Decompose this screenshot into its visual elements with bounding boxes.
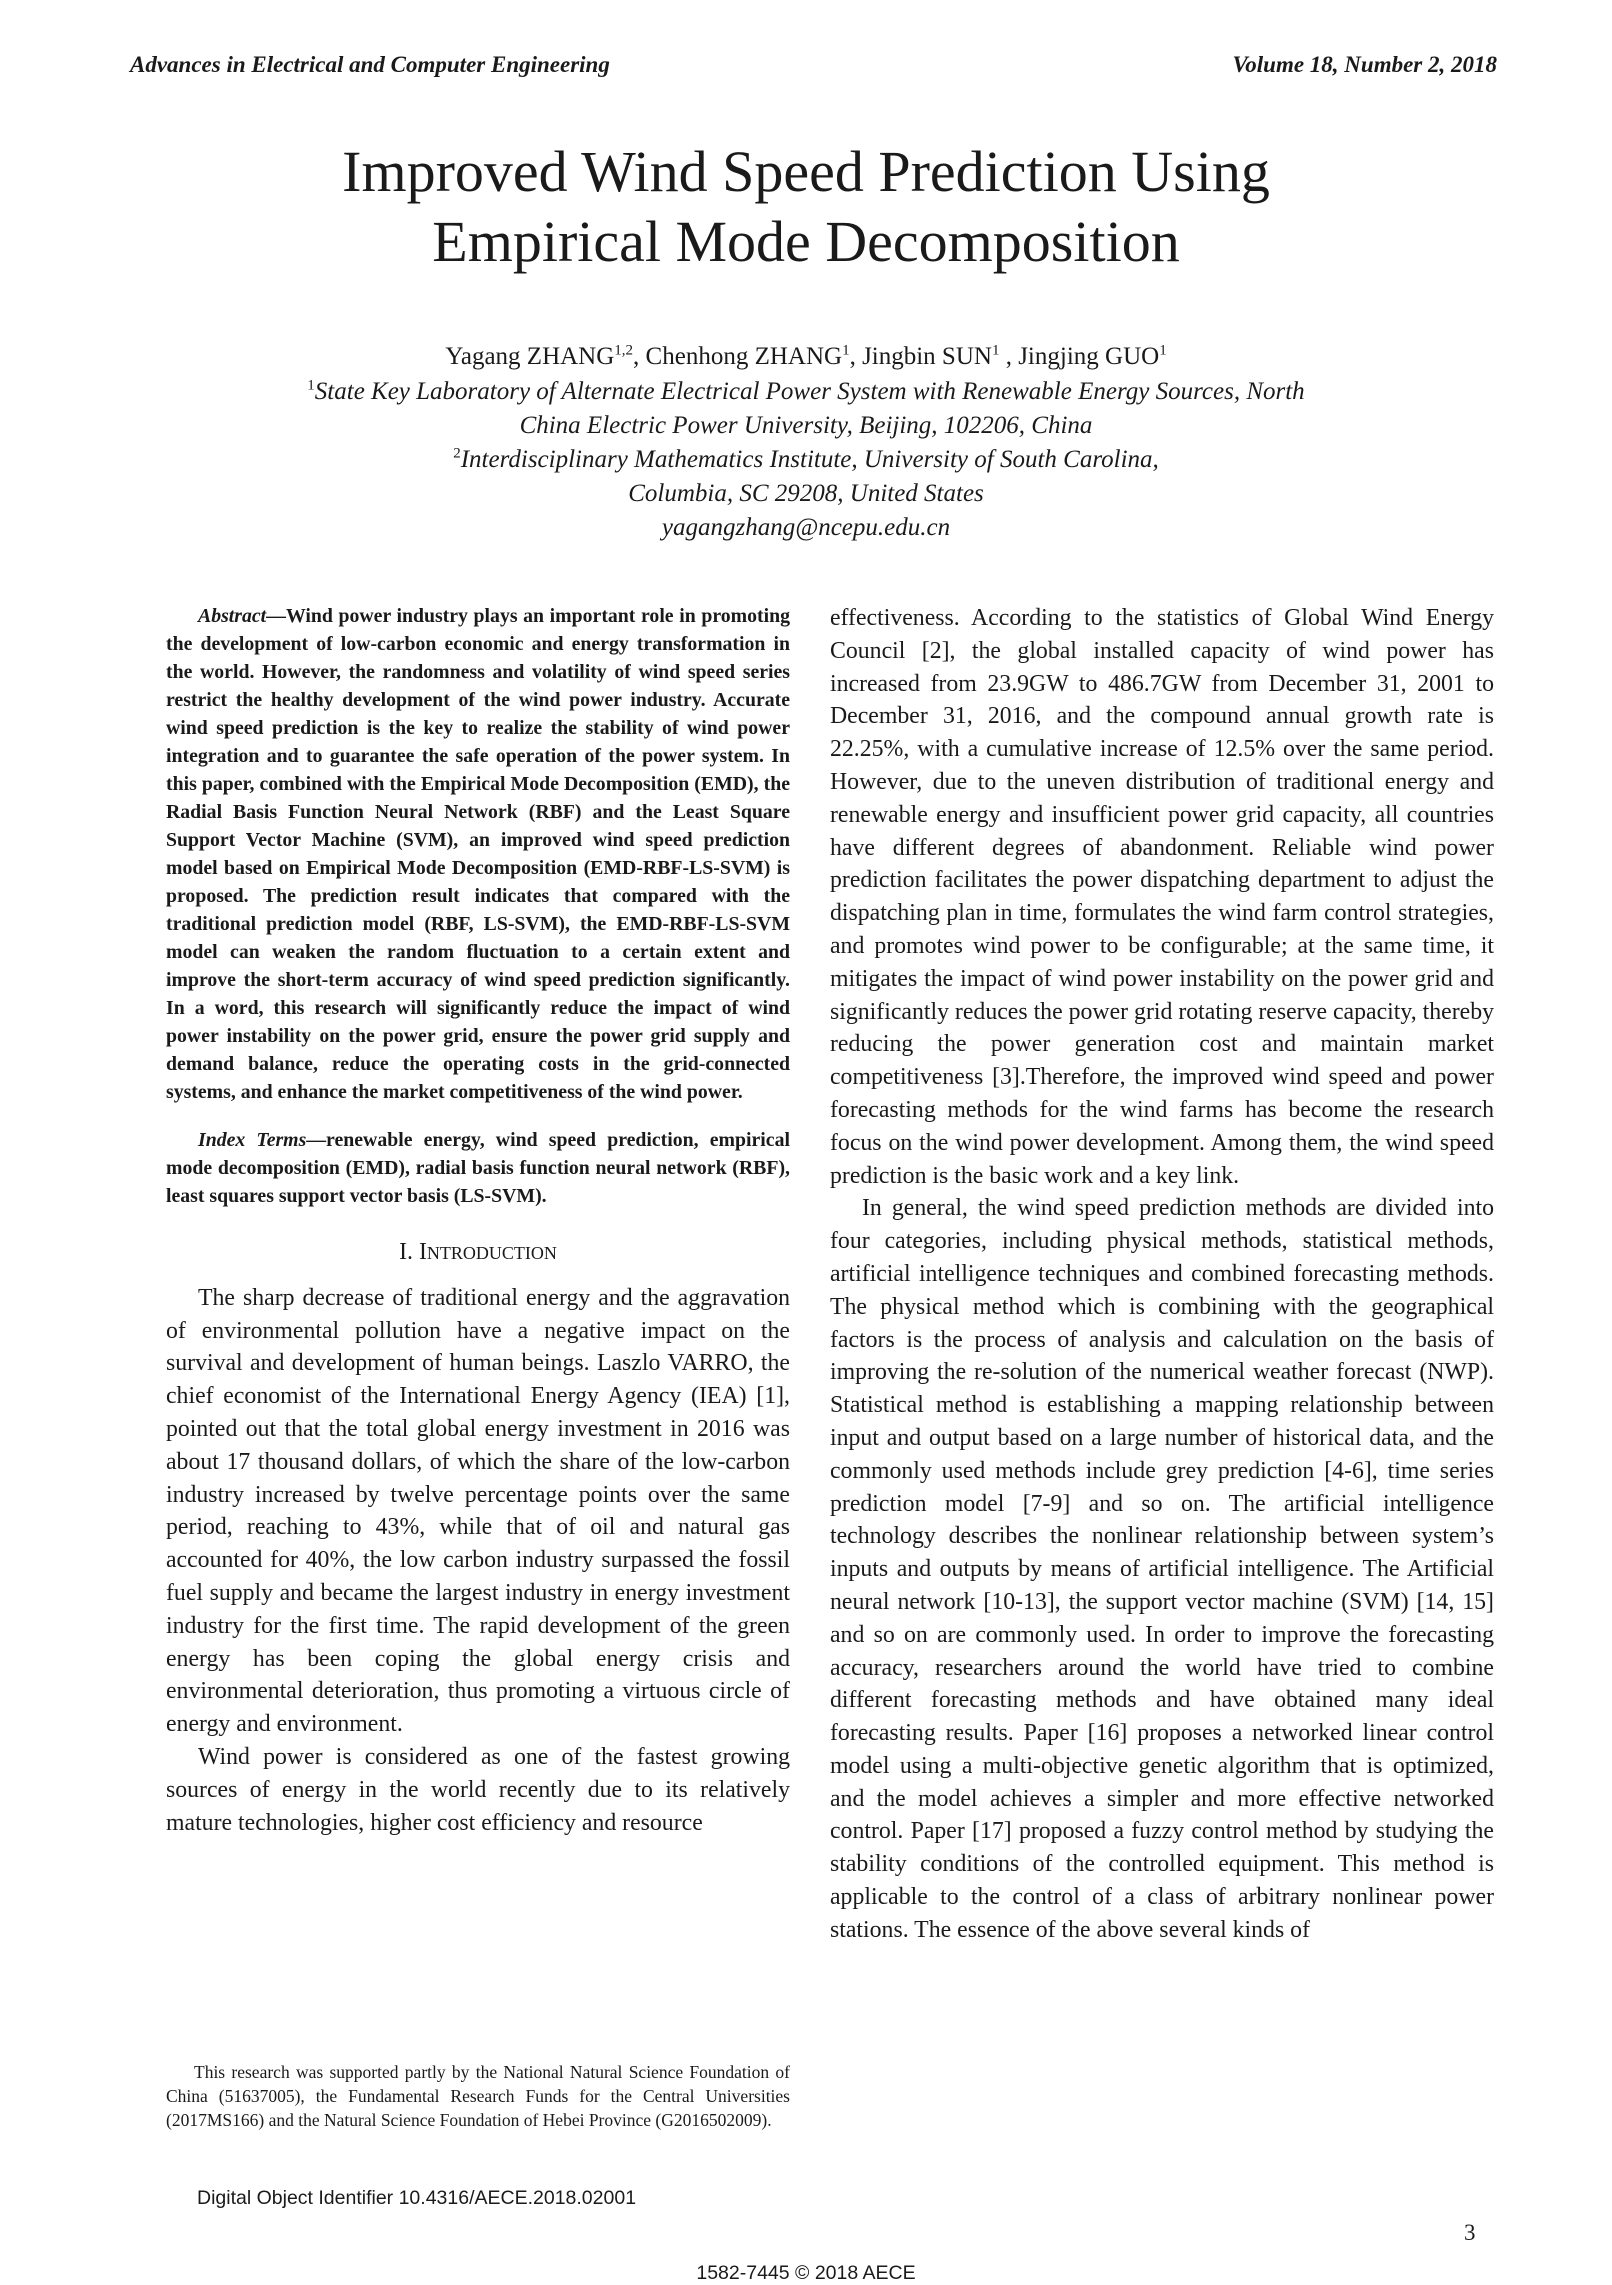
section-title: NTRODUCTION bbox=[426, 1243, 557, 1263]
author-list bbox=[0, 340, 1612, 374]
affiliation-2-line-1 bbox=[0, 443, 1612, 477]
index-terms-lead: Index Terms bbox=[198, 1129, 307, 1151]
abstract-lead: Abstract bbox=[198, 605, 267, 627]
affil-mark: 1 bbox=[307, 377, 315, 394]
title-line-2: Empirical Mode Decomposition bbox=[432, 209, 1180, 274]
body-paragraph: Wind power is considered as one of the fastest growing sources of energy in the world recently due to its relatively mature technologies, higher cost efficiency and resource bbox=[166, 1743, 790, 1836]
index-terms bbox=[166, 1126, 790, 1210]
right-column bbox=[830, 602, 1494, 1947]
funding-footnote: This research was supported partly by the National Natural Science Foundation of China (51637005), the Fundamental Research Funds for the Central Universities (2017MS166) and the Natural Science Foundation of Hebei Province (G2016502009). bbox=[166, 2062, 790, 2130]
left-column bbox=[166, 602, 790, 1839]
body-paragraph: effectiveness. According to the statistics of Global Wind Energy Council [2], the global installed capacity of wind power has increased from 23.9GW to 486.7GW from December 31, 2001 to December 31, 2016, and the compound annual growth rate is 22.25%, with a cumulative increase of 12.5% over the same period. However, due to the uneven distribution of traditional energy and renewable energy and insufficient power grid capacity, all countries have different degrees of abandonment. Reliable wind power prediction facilitates the power dispatching department to adjust the dispatching plan in time, formulates the wind farm control strategies, and promotes wind power to be configurable; at the same time, it mitigates the impact of wind power instability on the power grid and significantly reduces the power grid rotating reserve capacity, thereby reducing the power generation cost and maintain market competitiveness [3].Therefore, the improved wind speed and power forecasting methods for the wind farms has become the research focus on the wind power development. Among them, the wind speed prediction is the basic work and a key link. bbox=[830, 605, 1494, 1189]
contact-email: yagangzhang@ncepu.edu.cn bbox=[661, 514, 951, 541]
issn-copyright: 1582-7445 © 2018 AECE bbox=[696, 2262, 916, 2284]
affil-text: Interdisciplinary Mathematics Institute, University of South Carolina, bbox=[460, 446, 1159, 473]
volume-info: Volume 18, Number 2, 2018 bbox=[1232, 52, 1497, 77]
doi: Digital Object Identifier 10.4316/AECE.2018.02001 bbox=[197, 2187, 637, 2209]
page-number: 3 bbox=[1464, 2220, 1476, 2245]
affiliation-1-line-2: China Electric Power University, Beijing, 102206, China bbox=[519, 412, 1093, 439]
author-affil-mark: 1,2 bbox=[614, 342, 634, 359]
section-numeral: I. I bbox=[399, 1239, 427, 1265]
affiliation-1-line-1 bbox=[0, 375, 1612, 409]
author-name: , Jingbin SUN bbox=[849, 343, 992, 370]
author-name: , Jingjing GUO bbox=[999, 343, 1160, 370]
title-line-1: Improved Wind Speed Prediction Using bbox=[342, 139, 1270, 204]
journal-name: Advances in Electrical and Computer Engineering bbox=[130, 52, 610, 77]
author-affil-mark: 1 bbox=[991, 342, 1000, 359]
index-terms-body: —renewable energy, wind speed prediction, empirical mode decomposition (EMD), radial basis function neural network (RBF), least squares support vector basis (LS-SVM). bbox=[166, 1129, 790, 1207]
body-paragraph: In general, the wind speed prediction methods are divided into four categories, including physical methods, statistical methods, artificial intelligence techniques and combined forecasting methods. The physical method which is combining with the geographical factors is the process of analysis and calculation on the basis of improving the re-solution of the numerical weather forecast (NWP). Statistical method is establishing a mapping relationship between input and output based on a large number of historical data, and the commonly used methods include grey prediction [4-6], time series prediction model [7-9] and so on. The artificial intelligence technology describes the nonlinear relationship between system’s inputs and outputs by means of artificial intelligence. The Artificial neural network [10-13], the support vector machine (SVM) [14, 15] and so on are commonly used. In order to improve the forecasting accuracy, researchers around the world have tried to combine different forecasting methods and have obtained many ideal forecasting results. Paper [16] proposes a networked linear control model using a multi-objective genetic algorithm that is optimized, and the model achieves a simpler and more effective networked control. Paper [17] proposed a fuzzy control method by studying the stability conditions of the controlled equipment. This method is applicable to the control of a class of arbitrary nonlinear power stations. The essence of the above several kinds of bbox=[830, 1195, 1494, 1943]
section-heading bbox=[166, 1236, 790, 1270]
affiliation-2-line-2: Columbia, SC 29208, United States bbox=[628, 480, 984, 507]
author-affil-mark: 1 bbox=[1159, 342, 1167, 359]
abstract-body: —Wind power industry plays an important role in promoting the development of low-carbon economic and energy transformation in the world. However, the randomness and volatility of wind speed series restrict the healthy development of the wind power industry. Accurate wind speed prediction is the key to realize the stability of wind power integration and to guarantee the safe operation of the power system. In this paper, combined with the Empirical Mode Decomposition (EMD), the Radial Basis Function Neural Network (RBF) and the Least Square Support Vector Machine (SVM), an improved wind speed prediction model based on Empirical Mode Decomposition (EMD-RBF-LS-SVM) is proposed. The prediction result indicates that compared with the traditional prediction model (RBF, LS-SVM), the EMD-RBF-LS-SVM model can weaken the random fluctuation to a certain extent and improve the short-term accuracy of wind speed prediction significantly. In a word, this research will significantly reduce the impact of wind power instability on the power grid, ensure the power grid supply and demand balance, reduce the operating costs in the grid-connected systems, and enhance the market competitiveness of the wind power. bbox=[166, 605, 790, 1103]
body-paragraph: The sharp decrease of traditional energy and the aggravation of environmental pollution have a negative impact on the survival and development of human beings. Laszlo VARRO, the chief economist of the International Energy Agency (IEA) [1], pointed out that the total global energy investment in 2016 was about 17 thousand dollars, of which the share of the low-carbon industry increased by twelve percentage points over the same period, reaching to 43%, while that of oil and natural gas accounted for 40%, the low carbon industry surpassed the fossil fuel supply and became the largest industry in energy investment industry for the first time. The rapid development of the green energy has been coping the global energy crisis and environmental deterioration, thus promoting a virtuous circle of energy and environment. bbox=[166, 1284, 790, 1738]
author-name: Yagang ZHANG bbox=[445, 343, 615, 370]
affil-text: State Key Laboratory of Alternate Electrical Power System with Renewable Energy Sources, North bbox=[314, 378, 1305, 405]
abstract bbox=[166, 602, 790, 1106]
author-affil-mark: 1 bbox=[842, 342, 850, 359]
affil-mark: 2 bbox=[453, 445, 461, 462]
paper-title bbox=[0, 137, 1612, 277]
author-name: , Chenhong ZHANG bbox=[633, 343, 843, 370]
